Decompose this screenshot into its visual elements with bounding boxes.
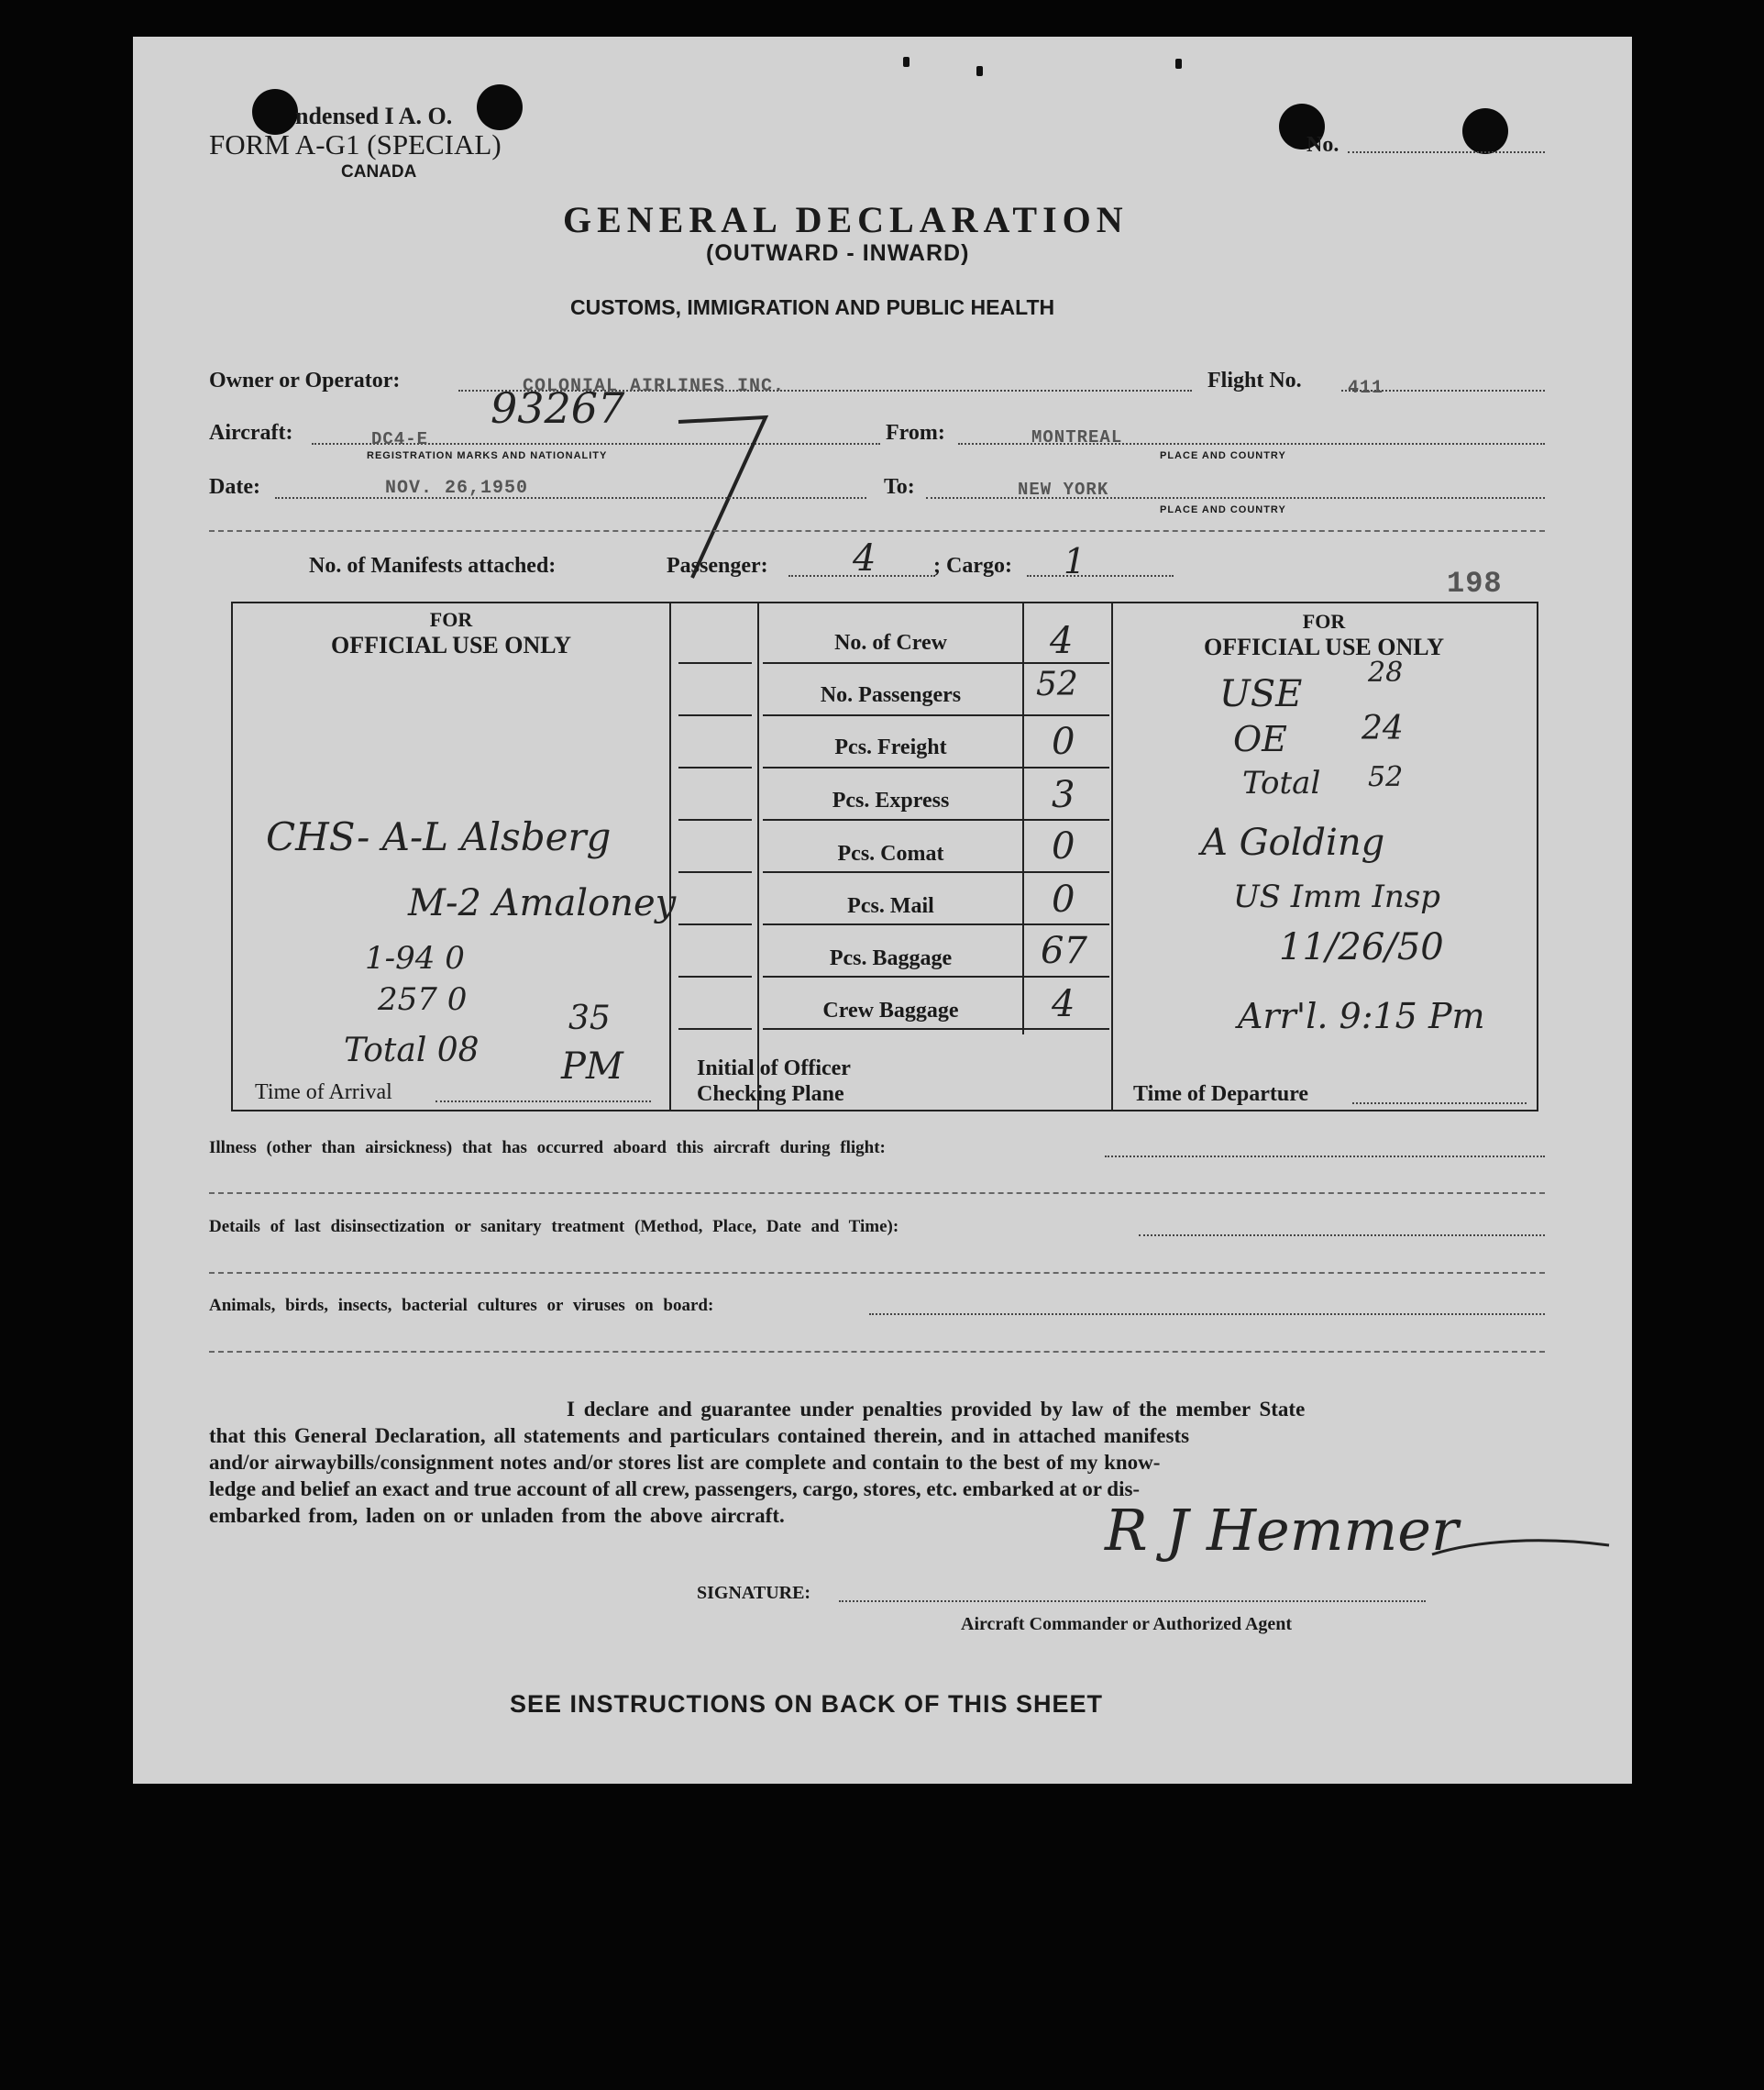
- subject-line: CUSTOMS, IMMIGRATION AND PUBLIC HEALTH: [570, 295, 1055, 319]
- row-label-crew-baggage: Crew Baggage: [822, 999, 959, 1023]
- declaration-line-1: I declare and guarantee under penalties provided by law of the member State: [567, 1398, 1306, 1421]
- row-line: [763, 976, 1109, 978]
- row-value-comat: 0: [1052, 825, 1075, 868]
- table-divider: [669, 603, 671, 1110]
- row-value-mail: 0: [1052, 879, 1075, 921]
- cargo-line: [1027, 575, 1174, 577]
- country-label: CANADA: [341, 162, 417, 182]
- footer-instructions: SEE INSTRUCTIONS ON BACK OF THIS SHEET: [510, 1690, 1104, 1718]
- number-line: [1348, 151, 1545, 153]
- row-label-express: Pcs. Express: [832, 789, 950, 813]
- to-caption: PLACE AND COUNTRY: [1160, 504, 1286, 515]
- signature-flourish: [1430, 1532, 1614, 1568]
- cargo-value: 1: [1064, 541, 1086, 581]
- row-line: [763, 662, 1109, 664]
- right-note: 24: [1362, 710, 1404, 747]
- right-note: 11/26/50: [1279, 926, 1444, 968]
- right-note: US Imm Insp: [1233, 879, 1441, 915]
- row-value-passengers: 52: [1036, 666, 1078, 703]
- left-note: 35: [568, 1000, 611, 1037]
- date-line: [275, 497, 866, 499]
- from-caption: PLACE AND COUNTRY: [1160, 450, 1286, 461]
- number-label: No.: [1306, 133, 1340, 157]
- departure-line: [1352, 1102, 1527, 1104]
- time-of-arrival-label: Time of Arrival: [255, 1080, 392, 1104]
- row-label-passengers: No. Passengers: [820, 683, 962, 707]
- signature-line: [839, 1600, 1426, 1602]
- row-value-freight: 0: [1052, 721, 1075, 763]
- row-value-crew-baggage: 4: [1052, 983, 1075, 1025]
- right-note: USE: [1219, 673, 1303, 715]
- aircraft-label: Aircraft:: [209, 421, 293, 445]
- row-label-crew: No. of Crew: [834, 631, 947, 655]
- left-note: PM: [561, 1045, 623, 1088]
- animals-question: Animals, birds, insects, bacterial cultures or viruses on board:: [209, 1296, 714, 1315]
- right-official-header-1: FOR: [1302, 610, 1346, 633]
- left-note: 1-94 0: [365, 940, 465, 977]
- row-label-baggage: Pcs. Baggage: [829, 946, 953, 970]
- form-line-1: ndensed I A. O.: [295, 103, 453, 129]
- page-subtitle: (OUTWARD - INWARD): [706, 240, 970, 266]
- right-note: Arr'l. 9:15 Pm: [1238, 996, 1485, 1036]
- initial-officer-label-2: Checking Plane: [697, 1082, 844, 1106]
- right-official-header-2: OFFICIAL USE ONLY: [1204, 634, 1444, 660]
- right-note: Total: [1242, 765, 1321, 802]
- page-title: GENERAL DECLARATION: [563, 199, 1129, 240]
- row-line: [678, 976, 752, 978]
- top-mark: [976, 66, 983, 76]
- date-label: Date:: [209, 475, 260, 499]
- row-line: [763, 1028, 1109, 1030]
- form-line-2: FORM A-G1 (SPECIAL): [209, 128, 502, 160]
- row-line: [678, 923, 752, 925]
- animals-line: [869, 1313, 1545, 1315]
- signature-label: SIGNATURE:: [697, 1583, 811, 1603]
- left-note: M-2 Amaloney: [408, 882, 677, 924]
- row-line: [678, 819, 752, 821]
- row-line: [763, 923, 1109, 925]
- passenger-value: 4: [853, 537, 876, 580]
- declaration-line-4: ledge and belief an exact and true account of all crew, passengers, cargo, stores, etc. embarked at or dis-: [209, 1477, 1141, 1500]
- declaration-line-5: embarked from, laden on or unladen from the above aircraft.: [209, 1504, 785, 1527]
- row-value-baggage: 67: [1041, 930, 1087, 972]
- time-of-departure-label: Time of Departure: [1133, 1082, 1309, 1106]
- row-line: [678, 871, 752, 873]
- right-note: A Golding: [1201, 822, 1385, 864]
- left-note: Total 08: [344, 1032, 480, 1069]
- illness-line: [1105, 1156, 1545, 1157]
- punch-hole-mid-left: [477, 84, 523, 130]
- illness-line-2: [209, 1192, 1545, 1194]
- signature-handwritten: R J Hemmer: [1105, 1497, 1459, 1564]
- left-note: 257 0: [378, 981, 468, 1018]
- right-note: OE: [1233, 719, 1287, 759]
- illness-question: Illness (other than airsickness) that has occurred aboard this aircraft during flight:: [209, 1138, 886, 1157]
- stamp-number: 198: [1447, 567, 1503, 601]
- initial-officer-label-1: Initial of Officer: [697, 1056, 851, 1080]
- right-note: 28: [1368, 657, 1404, 689]
- right-note: 52: [1368, 761, 1404, 793]
- row-line: [678, 767, 752, 769]
- left-official-header-2: OFFICIAL USE ONLY: [331, 632, 571, 658]
- disinsect-question: Details of last disinsectization or sanitary treatment (Method, Place, Date and Time):: [209, 1217, 899, 1236]
- row-line: [678, 662, 752, 664]
- row-label-mail: Pcs. Mail: [847, 894, 934, 918]
- declaration-line-2: that this General Declaration, all statements and particulars contained therein, and in attached manifests: [209, 1424, 1190, 1447]
- row-line: [763, 714, 1109, 716]
- owner-label: Owner or Operator:: [209, 369, 401, 393]
- owner-value: COLONIAL AIRLINES INC.: [523, 376, 786, 397]
- cargo-label: ; Cargo:: [933, 554, 1012, 578]
- signature-caption: Aircraft Commander or Authorized Agent: [961, 1614, 1293, 1634]
- row-line: [763, 767, 1109, 769]
- top-mark: [903, 57, 910, 67]
- punch-hole-right: [1462, 108, 1508, 154]
- left-note: CHS- A-L Alsberg: [266, 814, 612, 859]
- animals-line-2: [209, 1351, 1545, 1353]
- aircraft-value: DC4-E: [371, 429, 429, 449]
- passenger-label: Passenger:: [667, 554, 768, 578]
- row-value-express: 3: [1052, 774, 1075, 816]
- aircraft-handwritten: 93267: [491, 383, 625, 433]
- manifests-label: No. of Manifests attached:: [309, 554, 557, 578]
- left-official-header-1: FOR: [429, 608, 473, 631]
- row-line: [678, 1028, 752, 1030]
- row-line: [678, 714, 752, 716]
- flight-label: Flight No.: [1207, 369, 1302, 393]
- arrival-line: [435, 1100, 651, 1102]
- disinsect-line: [1139, 1234, 1545, 1236]
- flight-value: 411: [1348, 378, 1384, 399]
- row-label-freight: Pcs. Freight: [834, 735, 947, 759]
- to-value: NEW YORK: [1018, 480, 1109, 500]
- from-value: MONTREAL: [1031, 427, 1123, 448]
- to-label: To:: [884, 475, 915, 499]
- section-divider: [209, 530, 1545, 532]
- row-line: [763, 819, 1109, 821]
- date-value: NOV. 26,1950: [385, 478, 529, 499]
- top-mark: [1175, 59, 1182, 69]
- row-line: [763, 871, 1109, 873]
- from-label: From:: [886, 421, 945, 445]
- declaration-line-3: and/or airwaybills/consignment notes and/or stores list are complete and contain to the best of my know-: [209, 1451, 1161, 1474]
- table-divider: [1111, 603, 1113, 1110]
- row-label-comat: Pcs. Comat: [837, 842, 944, 866]
- registration-caption: REGISTRATION MARKS AND NATIONALITY: [367, 450, 608, 461]
- row-value-crew: 4: [1050, 620, 1074, 662]
- disinsect-line-2: [209, 1272, 1545, 1274]
